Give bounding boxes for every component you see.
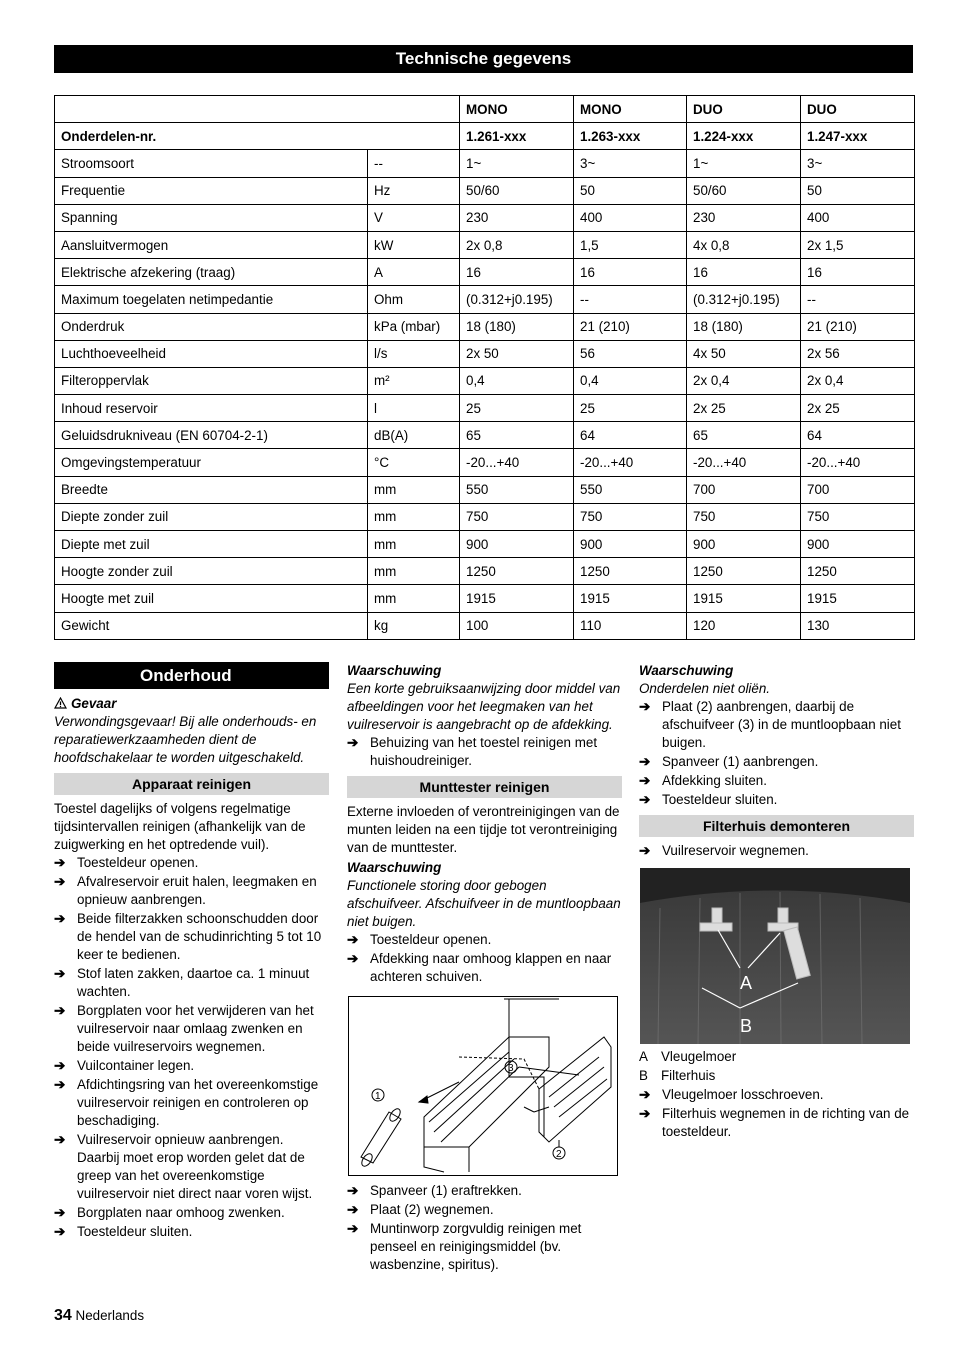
table-cell-label: Inhoud reservoir <box>55 395 368 422</box>
table-cell: 550 <box>460 476 574 503</box>
step-list <box>347 931 622 986</box>
step-text: Stof laten zakken, daartoe ca. 1 minuut wachten. <box>77 966 310 999</box>
table-cell: 1915 <box>687 585 801 612</box>
table-cell-unit: m² <box>368 367 460 394</box>
table-cell: -- <box>574 286 687 313</box>
step-text: Plaat (2) aanbrengen, daarbij de afschuifveer (3) in de muntloopbaan niet buigen. <box>662 699 901 750</box>
step-list <box>347 1182 622 1274</box>
table-cell: 750 <box>574 503 687 530</box>
table-cell: 50/60 <box>460 177 574 204</box>
list-item <box>54 873 329 909</box>
step-text: Borgplaten voor het verwijderen van het vuilreservoir naar omlaag zwenken en beide vuilreservoirs wegnemen. <box>77 1003 314 1054</box>
table-header-cell: DUO <box>801 96 915 123</box>
table-row <box>55 204 915 231</box>
table-cell: (0.312+j0.195) <box>460 286 574 313</box>
filter-housing-drawing <box>640 868 910 1044</box>
table-cell: 400 <box>574 204 687 231</box>
table-cell-label: Aansluitvermogen <box>55 231 368 258</box>
table-header-row <box>55 96 915 123</box>
table-cell-unit: mm <box>368 558 460 585</box>
warning-text: Functionele storing door gebogen afschuifveer. Afschuifveer in de muntloopbaan niet buigen. <box>347 878 621 929</box>
list-item <box>347 931 622 949</box>
table-cell: (0.312+j0.195) <box>687 286 801 313</box>
table-cell-unit: kPa (mbar) <box>368 313 460 340</box>
table-cell: 16 <box>687 259 801 286</box>
table-cell: 21 (210) <box>801 313 915 340</box>
list-item <box>347 950 622 986</box>
section-title-technische-gegevens: Technische gegevens <box>54 45 913 73</box>
table-cell: 1915 <box>574 585 687 612</box>
table-cell: 4x 0,8 <box>687 231 801 258</box>
arrow-right-icon: ➔ <box>639 699 651 714</box>
table-cell-label: Maximum toegelaten netimpedantie <box>55 286 368 313</box>
step-text: Toesteldeur sluiten. <box>77 1224 193 1239</box>
list-item <box>54 1131 329 1203</box>
column-2 <box>347 660 622 1275</box>
list-item <box>54 1002 329 1056</box>
table-cell: 750 <box>460 503 574 530</box>
table-cell-label: Diepte zonder zuil <box>55 503 368 530</box>
table-cell: 1250 <box>460 558 574 585</box>
list-item <box>54 1057 329 1075</box>
table-cell: 900 <box>801 531 915 558</box>
table-cell-unit: Ohm <box>368 286 460 313</box>
table-row <box>55 177 915 204</box>
table-cell: 1250 <box>574 558 687 585</box>
table-cell: 1250 <box>687 558 801 585</box>
warning-title: Waarschuwing <box>347 860 442 875</box>
table-cell-unit: mm <box>368 503 460 530</box>
intro-text: Toestel dagelijks of volgens regelmatige tijdsintervallen reinigen (afhankelijk van de zuigwerking en het optredende vuil). <box>54 801 306 852</box>
table-cell: 700 <box>801 476 915 503</box>
danger-title: Gevaar <box>54 695 329 713</box>
arrow-right-icon: ➔ <box>54 1003 66 1018</box>
table-header-cell: DUO <box>687 96 801 123</box>
coin-tester-illustration <box>348 996 618 1176</box>
list-item <box>639 1105 914 1141</box>
table-cell-unit: l <box>368 395 460 422</box>
arrow-right-icon: ➔ <box>54 1077 66 1092</box>
table-cell-label: Luchthoeveelheid <box>55 340 368 367</box>
photo-label-b: B <box>740 1016 753 1036</box>
list-item <box>54 910 329 964</box>
table-cell: 110 <box>574 612 687 639</box>
table-cell-label: Spanning <box>55 204 368 231</box>
list-item <box>639 791 914 809</box>
list-item <box>639 772 914 790</box>
step-text: Muntinworp zorgvuldig reinigen met penseel en reinigingsmiddel (bv. wasbenzine, spiritus). <box>370 1221 582 1272</box>
table-cell-label: Frequentie <box>55 177 368 204</box>
heading-onderhoud: Onderhoud <box>54 662 329 689</box>
table-cell: -20...+40 <box>574 449 687 476</box>
table-row <box>55 612 915 639</box>
table-cell: 0,4 <box>460 367 574 394</box>
arrow-right-icon: ➔ <box>639 773 651 788</box>
subheading-filterhuis-demonteren: Filterhuis demonteren <box>639 815 914 837</box>
arrow-right-icon: ➔ <box>54 1224 66 1239</box>
table-row <box>55 340 915 367</box>
table-cell-unit: A <box>368 259 460 286</box>
arrow-right-icon: ➔ <box>54 1058 66 1073</box>
warning-triangle-icon <box>54 697 67 709</box>
table-cell: 230 <box>687 204 801 231</box>
step-text: Toesteldeur openen. <box>370 932 492 947</box>
page-number: 34 <box>54 1307 72 1324</box>
legend-value: Filterhuis <box>661 1068 716 1083</box>
table-cell: 65 <box>687 422 801 449</box>
table-cell: 130 <box>801 612 915 639</box>
table-cell: -20...+40 <box>460 449 574 476</box>
table-cell-label: Geluidsdrukniveau (EN 60704-2-1) <box>55 422 368 449</box>
table-cell: 3~ <box>801 150 915 177</box>
list-item <box>54 854 329 872</box>
arrow-right-icon: ➔ <box>639 843 651 858</box>
table-cell: 25 <box>574 395 687 422</box>
subheading-apparaat-reinigen: Apparaat reinigen <box>54 773 329 795</box>
arrow-right-icon: ➔ <box>54 1132 66 1147</box>
table-row <box>55 395 915 422</box>
table-row <box>55 476 915 503</box>
table-cell: 50 <box>574 177 687 204</box>
legend-item <box>639 1067 914 1085</box>
legend-item <box>639 1048 914 1066</box>
arrow-right-icon: ➔ <box>54 874 66 889</box>
table-cell: 1.261-xxx <box>460 123 574 150</box>
table-cell: 0,4 <box>574 367 687 394</box>
arrow-right-icon: ➔ <box>347 932 359 947</box>
spec-table <box>54 95 915 640</box>
step-text: Toesteldeur openen. <box>77 855 199 870</box>
table-cell: 550 <box>574 476 687 503</box>
photo-label-a: A <box>740 973 753 993</box>
table-cell-label: Stroomsoort <box>55 150 368 177</box>
table-cell-label: Onderdelen-nr. <box>55 123 460 150</box>
table-cell-unit: kg <box>368 612 460 639</box>
table-cell: -20...+40 <box>801 449 915 476</box>
table-cell: 1915 <box>801 585 915 612</box>
arrow-right-icon: ➔ <box>54 911 66 926</box>
step-list <box>347 734 622 770</box>
warning-title: Waarschuwing <box>347 663 442 678</box>
list-item <box>639 698 914 752</box>
language-label: Nederlands <box>75 1308 145 1323</box>
table-row <box>55 259 915 286</box>
table-cell-unit: kW <box>368 231 460 258</box>
warning-text: Een korte gebruiksaanwijzing door middel van afbeeldingen voor het leegmaken van het vuilreservoir is aangebracht op de afdekking. <box>347 681 621 732</box>
table-cell: 2x 0,8 <box>460 231 574 258</box>
table-cell-unit: °C <box>368 449 460 476</box>
table-cell: 2x 50 <box>460 340 574 367</box>
warning-title: Waarschuwing <box>639 663 734 678</box>
arrow-right-icon: ➔ <box>639 792 651 807</box>
table-cell: 2x 25 <box>687 395 801 422</box>
table-cell: 64 <box>574 422 687 449</box>
arrow-right-icon: ➔ <box>639 1106 651 1121</box>
step-text: Vuilreservoir opnieuw aanbrengen. Daarbij moet erop worden gelet dat de greep van het overeenkomstige vuilreservoir niet direct naar voren wijst. <box>77 1132 313 1201</box>
table-cell-label: Gewicht <box>55 612 368 639</box>
table-cell: 900 <box>687 531 801 558</box>
table-header-cell <box>55 96 460 123</box>
table-row <box>55 367 915 394</box>
table-row <box>55 503 915 530</box>
list-item <box>54 1223 329 1241</box>
table-cell: 50 <box>801 177 915 204</box>
table-cell-unit: V <box>368 204 460 231</box>
list-item <box>347 1220 622 1274</box>
step-text: Plaat (2) wegnemen. <box>370 1202 494 1217</box>
list-item <box>639 753 914 771</box>
table-cell: -20...+40 <box>687 449 801 476</box>
table-cell: 16 <box>574 259 687 286</box>
step-text: Vuilreservoir wegnemen. <box>662 843 809 858</box>
table-cell: 900 <box>460 531 574 558</box>
arrow-right-icon: ➔ <box>54 966 66 981</box>
subheading-munttester-reinigen: Munttester reinigen <box>347 776 622 798</box>
table-cell-label: Onderdruk <box>55 313 368 340</box>
step-text: Spanveer (1) eraftrekken. <box>370 1183 522 1198</box>
table-row <box>55 585 915 612</box>
figure-label-2: 2 <box>556 1149 562 1160</box>
step-text: Afdekking sluiten. <box>662 773 767 788</box>
step-text: Beide filterzakken schoonschudden door de hendel van de schudinrichting 5 tot 10 keer te bedienen. <box>77 911 322 962</box>
table-cell: 2x 25 <box>801 395 915 422</box>
table-cell: 1,5 <box>574 231 687 258</box>
table-cell: 120 <box>687 612 801 639</box>
table-row <box>55 286 915 313</box>
column-1 <box>54 660 329 1242</box>
legend-key: A <box>639 1049 648 1064</box>
table-row <box>55 150 915 177</box>
list-item <box>347 1182 622 1200</box>
arrow-right-icon: ➔ <box>54 1205 66 1220</box>
table-cell-unit: Hz <box>368 177 460 204</box>
table-cell: 1.224-xxx <box>687 123 801 150</box>
table-cell: 21 (210) <box>574 313 687 340</box>
table-cell-label: Hoogte zonder zuil <box>55 558 368 585</box>
list-item <box>639 842 914 860</box>
table-cell-label: Breedte <box>55 476 368 503</box>
table-cell: 100 <box>460 612 574 639</box>
page-footer <box>54 1307 144 1325</box>
step-list <box>54 854 329 1241</box>
danger-text: Verwondingsgevaar! Bij alle onderhouds- en reparatiewerkzaamheden dient de hoofdschakelaar te worden uitgeschakeld. <box>54 714 317 765</box>
table-row <box>55 449 915 476</box>
table-header-cell: MONO <box>460 96 574 123</box>
list-item <box>54 1204 329 1222</box>
figure-label-3: 3 <box>508 1063 514 1074</box>
table-cell: 400 <box>801 204 915 231</box>
table-cell-unit: -- <box>368 150 460 177</box>
table-row <box>55 313 915 340</box>
step-text: Afdekking naar omhoog klappen en naar achteren schuiven. <box>370 951 612 984</box>
step-list <box>639 842 914 860</box>
arrow-right-icon: ➔ <box>347 951 359 966</box>
table-cell: 4x 50 <box>687 340 801 367</box>
table-row <box>55 231 915 258</box>
table-cell-label: Elektrische afzekering (traag) <box>55 259 368 286</box>
table-cell: 750 <box>801 503 915 530</box>
arrow-right-icon: ➔ <box>639 1087 651 1102</box>
table-cell-label: Filteroppervlak <box>55 367 368 394</box>
table-cell: 1~ <box>460 150 574 177</box>
table-cell-label: Omgevingstemperatuur <box>55 449 368 476</box>
table-cell: 16 <box>801 259 915 286</box>
column-3 <box>639 660 914 1142</box>
table-cell: 18 (180) <box>460 313 574 340</box>
table-cell: 1~ <box>687 150 801 177</box>
table-cell-label: Hoogte met zuil <box>55 585 368 612</box>
legend-key: B <box>639 1068 648 1083</box>
arrow-right-icon: ➔ <box>639 754 651 769</box>
arrow-right-icon: ➔ <box>347 1221 359 1236</box>
table-cell: 16 <box>460 259 574 286</box>
table-cell: 2x 56 <box>801 340 915 367</box>
step-text: Afvalreservoir eruit halen, leegmaken en opnieuw aanbrengen. <box>77 874 317 907</box>
step-text: Borgplaten naar omhoog zwenken. <box>77 1205 285 1220</box>
arrow-right-icon: ➔ <box>347 1183 359 1198</box>
arrow-right-icon: ➔ <box>347 735 359 750</box>
table-cell: 2x 1,5 <box>801 231 915 258</box>
legend-value: Vleugelmoer <box>661 1049 737 1064</box>
list-item <box>54 1076 329 1130</box>
step-text: Afdichtingsring van het overeenkomstige vuilreservoir reinigen en controleren op beschadiging. <box>77 1077 319 1128</box>
table-header-cell: MONO <box>574 96 687 123</box>
filter-housing-photo <box>640 868 910 1044</box>
step-text: Spanveer (1) aanbrengen. <box>662 754 819 769</box>
step-text: Toesteldeur sluiten. <box>662 792 778 807</box>
table-cell-unit: mm <box>368 585 460 612</box>
table-row <box>55 422 915 449</box>
table-cell: 230 <box>460 204 574 231</box>
table-cell: 56 <box>574 340 687 367</box>
list-item <box>54 965 329 1001</box>
step-text: Behuizing van het toestel reinigen met huishoudreiniger. <box>370 735 598 768</box>
table-cell-unit: dB(A) <box>368 422 460 449</box>
intro-text: Externe invloeden of verontreinigingen van de munten leiden na een tijdje tot verontreiniging van de munttester. <box>347 804 620 855</box>
table-cell: 1.263-xxx <box>574 123 687 150</box>
table-cell: 1915 <box>460 585 574 612</box>
arrow-right-icon: ➔ <box>54 855 66 870</box>
table-cell: 1.247-xxx <box>801 123 915 150</box>
table-row <box>55 531 915 558</box>
table-cell: 1250 <box>801 558 915 585</box>
table-cell: 2x 0,4 <box>801 367 915 394</box>
step-list <box>639 698 914 809</box>
table-cell: 50/60 <box>687 177 801 204</box>
step-text: Vleugelmoer losschroeven. <box>662 1087 824 1102</box>
table-cell-unit: mm <box>368 476 460 503</box>
table-cell-label: Diepte met zuil <box>55 531 368 558</box>
table-row-partno <box>55 123 915 150</box>
table-cell: 900 <box>574 531 687 558</box>
table-cell: 25 <box>460 395 574 422</box>
table-cell: 64 <box>801 422 915 449</box>
step-text: Vuilcontainer legen. <box>77 1058 195 1073</box>
list-item <box>639 1086 914 1104</box>
warning-text: Onderdelen niet oliën. <box>639 681 771 696</box>
step-text: Filterhuis wegnemen in de richting van de toesteldeur. <box>662 1106 910 1139</box>
table-cell: 3~ <box>574 150 687 177</box>
table-cell: 750 <box>687 503 801 530</box>
table-cell: 18 (180) <box>687 313 801 340</box>
table-cell-unit: mm <box>368 531 460 558</box>
figure-label-1: 1 <box>375 1091 381 1102</box>
table-cell: 65 <box>460 422 574 449</box>
table-cell: -- <box>801 286 915 313</box>
table-cell: 700 <box>687 476 801 503</box>
photo-legend <box>639 1048 914 1085</box>
coin-tester-drawing <box>349 997 617 1175</box>
table-cell: 2x 0,4 <box>687 367 801 394</box>
list-item <box>347 1201 622 1219</box>
step-list <box>639 1086 914 1141</box>
table-cell-unit: l/s <box>368 340 460 367</box>
arrow-right-icon: ➔ <box>347 1202 359 1217</box>
list-item <box>347 734 622 770</box>
table-row <box>55 558 915 585</box>
